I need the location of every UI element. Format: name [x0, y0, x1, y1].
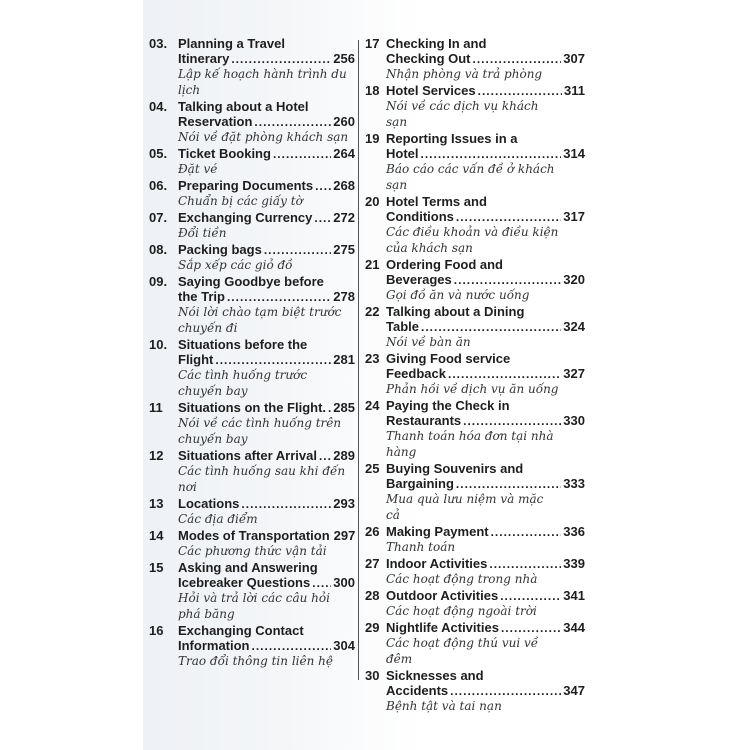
vietnamese-subtitle: Thanh toán hóa đơn tại nhà hàng	[386, 429, 554, 459]
chapter-title-row	[178, 289, 355, 304]
toc-entry-body	[386, 351, 585, 397]
toc-entry[interactable]	[365, 83, 585, 130]
chapter-title-row	[178, 638, 355, 653]
toc-entry-body	[386, 524, 585, 555]
chapter-number: 24	[365, 398, 380, 413]
dot-leader	[215, 353, 331, 367]
page-number: 300	[333, 575, 355, 590]
chapter-title: Reservation	[178, 114, 253, 129]
vietnamese-subtitle: Đổi tiền	[178, 226, 227, 240]
chapter-number: 04.	[149, 99, 168, 114]
page-number: 264	[333, 146, 355, 161]
toc-entry[interactable]	[365, 588, 585, 619]
chapter-title: Preparing Documents	[178, 178, 314, 193]
chapter-title: Checking Out	[386, 51, 471, 66]
toc-entry-body	[386, 194, 585, 256]
vietnamese-subtitle: Các hoạt động thú vui về đêm	[386, 636, 539, 666]
page-number: 317	[563, 209, 585, 224]
toc-entry[interactable]	[365, 668, 585, 714]
toc-entry-body	[178, 99, 355, 145]
chapter-title-row	[178, 352, 355, 367]
chapter-number: 29	[365, 620, 380, 635]
vietnamese-subtitle: Đặt vé	[178, 162, 218, 176]
toc-entry[interactable]	[149, 448, 355, 495]
chapter-title-row	[178, 400, 355, 415]
chapter-title-row	[386, 588, 585, 603]
dot-leader	[478, 84, 562, 98]
dot-leader	[227, 290, 331, 304]
chapter-title-line1: Buying Souvenirs and	[386, 461, 524, 476]
chapter-number: 21	[365, 257, 380, 272]
chapter-title: the Trip	[178, 289, 225, 304]
chapter-title-row	[386, 620, 585, 635]
toc-entry-body	[386, 257, 585, 303]
chapter-number: 23	[365, 351, 380, 366]
toc-entry[interactable]	[149, 496, 355, 527]
vietnamese-subtitle: Gọi đồ ăn và nước uống	[386, 288, 530, 302]
chapter-number: 18	[365, 83, 380, 98]
chapter-title: Nightlife Activities	[386, 620, 499, 635]
chapter-title-line1: Hotel Terms and	[386, 194, 487, 209]
dot-leader	[314, 211, 331, 225]
vietnamese-subtitle: Bệnh tật và tai nạn	[386, 699, 502, 713]
chapter-number: 16	[149, 623, 164, 638]
toc-entry[interactable]	[365, 131, 585, 193]
vietnamese-subtitle: Các tình huống trước chuyến bay	[178, 368, 308, 398]
toc-entry-body	[386, 83, 585, 130]
toc-entry-body	[386, 556, 585, 587]
vietnamese-subtitle: Sắp xếp các giỏ đồ	[178, 258, 293, 272]
chapter-title: Table	[386, 319, 419, 334]
page-number: 281	[333, 352, 355, 367]
toc-entry[interactable]	[149, 623, 355, 669]
chapter-title-line1: Talking about a Dining	[386, 304, 525, 319]
dot-leader	[328, 401, 331, 415]
chapter-title-line1: Asking and Answering	[178, 560, 318, 575]
dot-leader	[241, 497, 331, 511]
toc-entry-body	[178, 210, 355, 241]
toc-entry[interactable]	[149, 178, 355, 209]
page-number: 333	[563, 476, 585, 491]
vietnamese-subtitle: Các phương thức vận tải	[178, 544, 327, 558]
chapter-title-line1: Giving Food service	[386, 351, 511, 366]
chapter-number: 30	[365, 668, 380, 683]
chapter-number: 25	[365, 461, 380, 476]
chapter-number: 19	[365, 131, 380, 146]
dot-leader	[463, 414, 561, 428]
chapter-title-row	[178, 51, 355, 66]
chapter-title-row	[386, 524, 585, 539]
toc-column-right	[365, 36, 585, 715]
chapter-title-row	[178, 242, 355, 257]
page-number: 320	[563, 272, 585, 287]
toc-entry[interactable]	[149, 400, 355, 447]
page-number: 278	[333, 289, 355, 304]
chapter-number: 20	[365, 194, 380, 209]
dot-leader	[273, 147, 331, 161]
toc-entry[interactable]	[365, 398, 585, 460]
chapter-title-line1: Exchanging Contact	[178, 623, 304, 638]
page-number: 347	[563, 683, 585, 698]
dot-leader	[489, 557, 561, 571]
page-number: 304	[333, 638, 355, 653]
toc-entry-body	[178, 623, 355, 669]
page-number: 330	[563, 413, 585, 428]
chapter-title-row	[386, 209, 585, 224]
toc-entry-body	[386, 36, 585, 82]
toc-entry-body	[178, 496, 355, 527]
chapter-title-row	[178, 210, 355, 225]
page-number: 289	[333, 448, 355, 463]
dot-leader	[264, 243, 331, 257]
dot-leader	[456, 477, 561, 491]
toc-entry-body	[178, 337, 355, 399]
toc-entry[interactable]	[365, 257, 585, 303]
vietnamese-subtitle: Phản hồi về dịch vụ ăn uống	[386, 382, 559, 396]
vietnamese-subtitle: Các hoạt động ngoài trời	[386, 604, 537, 618]
chapter-number: 08.	[149, 242, 168, 257]
chapter-title: Information	[178, 638, 250, 653]
chapter-number: 11	[149, 400, 163, 415]
chapter-title: Itinerary	[178, 51, 230, 66]
chapter-title: Situations after Arrival	[178, 448, 317, 463]
chapter-title-line1: Ordering Food and	[386, 257, 503, 272]
vietnamese-subtitle: Chuẩn bị các giấy tờ	[178, 194, 303, 208]
chapter-title-row	[386, 146, 585, 161]
dot-leader	[319, 449, 331, 463]
vietnamese-subtitle: Hỏi và trả lời các câu hỏi phá băng	[178, 591, 330, 621]
toc-entry[interactable]	[149, 99, 355, 145]
chapter-title-row	[386, 366, 585, 381]
chapter-number: 09.	[149, 274, 168, 289]
chapter-title-row	[386, 413, 585, 428]
chapter-title-line1: Saying Goodbye before	[178, 274, 324, 289]
chapter-title-row	[178, 146, 355, 161]
chapter-title: Indoor Activities	[386, 556, 488, 571]
toc-column-left	[149, 36, 355, 670]
toc-entry-body	[386, 131, 585, 193]
chapter-title: Bargaining	[386, 476, 454, 491]
book-page	[143, 0, 605, 750]
vietnamese-subtitle: Nói về bàn ăn	[386, 335, 471, 349]
toc-entry-body	[178, 178, 355, 209]
vietnamese-subtitle: Trao đổi thông tin liên hệ	[178, 654, 333, 668]
toc-entry-body	[178, 36, 355, 98]
page-number: 339	[563, 556, 585, 571]
toc-entry[interactable]	[149, 210, 355, 241]
toc-entry-body	[178, 400, 355, 447]
chapter-title-line1: Paying the Check in	[386, 398, 510, 413]
dot-leader	[448, 367, 561, 381]
dot-leader	[315, 179, 331, 193]
dot-leader	[454, 273, 562, 287]
toc-entry[interactable]	[365, 461, 585, 523]
vietnamese-subtitle: Báo cáo các vấn đề ở khách sạn	[386, 162, 555, 192]
page-number: 324	[563, 319, 585, 334]
page-number: 344	[563, 620, 585, 635]
chapter-title: Hotel Services	[386, 83, 476, 98]
toc-entry[interactable]	[149, 528, 355, 559]
vietnamese-subtitle: Nói về đặt phòng khách sạn	[178, 130, 349, 144]
toc-entry-body	[178, 560, 355, 622]
page-number: 336	[563, 524, 585, 539]
chapter-number: 03.	[149, 36, 168, 51]
chapter-title-row	[178, 575, 355, 590]
toc-entry-body	[386, 620, 585, 667]
toc-entry-body	[386, 461, 585, 523]
vietnamese-subtitle: Nói về các tình huống trên chuyến bay	[178, 416, 342, 446]
dot-leader	[500, 589, 561, 603]
chapter-title: Accidents	[386, 683, 449, 698]
page-number: 311	[564, 83, 585, 98]
chapter-title: Making Payment	[386, 524, 489, 539]
dot-leader	[491, 525, 562, 539]
chapter-number: 14	[149, 528, 164, 543]
toc-entry[interactable]	[365, 620, 585, 667]
toc-entry[interactable]	[149, 242, 355, 273]
chapter-title-line1: Planning a Travel	[178, 36, 285, 51]
page-number: 260	[333, 114, 355, 129]
toc-entry-body	[178, 146, 355, 177]
chapter-title-row	[386, 51, 585, 66]
page-number: 272	[333, 210, 355, 225]
toc-entry[interactable]	[365, 194, 585, 256]
chapter-title-line1: Talking about a Hotel	[178, 99, 309, 114]
chapter-title-line1: Reporting Issues in a	[386, 131, 518, 146]
chapter-title-row	[386, 319, 585, 334]
chapter-title: Icebreaker Questions	[178, 575, 311, 590]
toc-entry[interactable]	[149, 337, 355, 399]
dot-leader	[456, 210, 561, 224]
toc-entry-body	[178, 448, 355, 495]
chapter-title: Modes of Transportation	[178, 528, 330, 543]
chapter-title: Feedback	[386, 366, 446, 381]
chapter-number: 06.	[149, 178, 168, 193]
page-number: 327	[563, 366, 585, 381]
vietnamese-subtitle: Lập kế hoạch hành trình du lịch	[178, 67, 347, 97]
chapter-title-line1: Sicknesses and	[386, 668, 484, 683]
toc-entry[interactable]	[365, 556, 585, 587]
dot-leader	[312, 576, 331, 590]
chapter-title: Conditions	[386, 209, 454, 224]
chapter-title: Packing bags	[178, 242, 262, 257]
toc-entry[interactable]	[365, 36, 585, 82]
page-number: 268	[333, 178, 355, 193]
toc-entry-body	[178, 242, 355, 273]
chapter-title-row	[178, 114, 355, 129]
chapter-title-row	[178, 496, 355, 511]
vietnamese-subtitle: Mua quà lưu niệm và mặc cả	[386, 492, 544, 522]
chapter-number: 28	[365, 588, 380, 603]
toc-entry[interactable]	[149, 146, 355, 177]
chapter-title-row	[386, 683, 585, 698]
chapter-number: 27	[365, 556, 380, 571]
toc-entry-body	[178, 274, 355, 336]
dot-leader	[421, 147, 562, 161]
chapter-title-line1: Situations before the	[178, 337, 308, 352]
vietnamese-subtitle: Các điều khoản và điều kiện của khách sạn	[386, 225, 559, 255]
chapter-title-row	[178, 448, 355, 463]
chapter-number: 07.	[149, 210, 168, 225]
toc-entry[interactable]	[365, 351, 585, 397]
page-number: 275	[333, 242, 355, 257]
chapter-number: 22	[365, 304, 380, 319]
vietnamese-subtitle: Nói lời chào tạm biệt trước chuyến đi	[178, 305, 342, 335]
dot-leader	[473, 52, 562, 66]
chapter-title-row	[178, 178, 355, 193]
chapter-number: 13	[149, 496, 164, 511]
toc-entry-body	[386, 668, 585, 714]
chapter-title-row	[386, 272, 585, 287]
dot-leader	[254, 115, 331, 129]
chapter-title-row	[386, 476, 585, 491]
page-number: 285	[333, 400, 355, 415]
chapter-title: Beverages	[386, 272, 452, 287]
toc-entry[interactable]	[365, 524, 585, 555]
chapter-number: 05.	[149, 146, 168, 161]
vietnamese-subtitle: Thanh toán	[386, 540, 456, 554]
page-number: 341	[563, 588, 585, 603]
chapter-title: Situations on the Flight.	[178, 400, 327, 415]
page-number: 307	[563, 51, 585, 66]
chapter-number: 17	[365, 36, 380, 51]
chapter-number: 26	[365, 524, 380, 539]
dot-leader	[421, 320, 561, 334]
dot-leader	[252, 639, 332, 653]
dot-leader	[450, 684, 561, 698]
chapter-title: Flight	[178, 352, 214, 367]
chapter-title: Exchanging Currency	[178, 210, 313, 225]
page-number: 293	[333, 496, 355, 511]
toc-entry-body	[386, 398, 585, 460]
vietnamese-subtitle: Nhận phòng và trả phòng	[386, 67, 543, 81]
chapter-title-line1: Checking In and	[386, 36, 487, 51]
chapter-title: Outdoor Activities	[386, 588, 499, 603]
chapter-number: 12	[149, 448, 164, 463]
page-number: 256	[333, 51, 355, 66]
vietnamese-subtitle: Nói về các dịch vụ khách sạn	[386, 99, 539, 129]
page-number: 297	[333, 528, 356, 543]
dot-leader	[501, 621, 561, 635]
page-number: 314	[563, 146, 585, 161]
toc-entry-body	[386, 588, 585, 619]
dot-leader	[231, 52, 331, 66]
toc-entry-body	[178, 528, 355, 559]
toc-entry-body	[386, 304, 585, 350]
toc-entry[interactable]	[365, 304, 585, 350]
chapter-title: Restaurants	[386, 413, 462, 428]
vietnamese-subtitle: Các hoạt động trong nhà	[386, 572, 538, 586]
toc-entry[interactable]	[149, 36, 355, 98]
toc-entry[interactable]	[149, 274, 355, 336]
chapter-title: Locations	[178, 496, 240, 511]
chapter-title-row	[386, 83, 585, 98]
chapter-number: 15	[149, 560, 164, 575]
chapter-title-row	[178, 528, 355, 543]
chapter-title: Hotel	[386, 146, 419, 161]
column-divider	[358, 40, 359, 680]
chapter-title-row	[386, 556, 585, 571]
vietnamese-subtitle: Các địa điểm	[178, 512, 258, 526]
vietnamese-subtitle: Các tình huống sau khi đến nơi	[178, 464, 346, 494]
chapter-title: Ticket Booking	[178, 146, 271, 161]
toc-entry[interactable]	[149, 560, 355, 622]
chapter-number: 10.	[149, 337, 168, 352]
